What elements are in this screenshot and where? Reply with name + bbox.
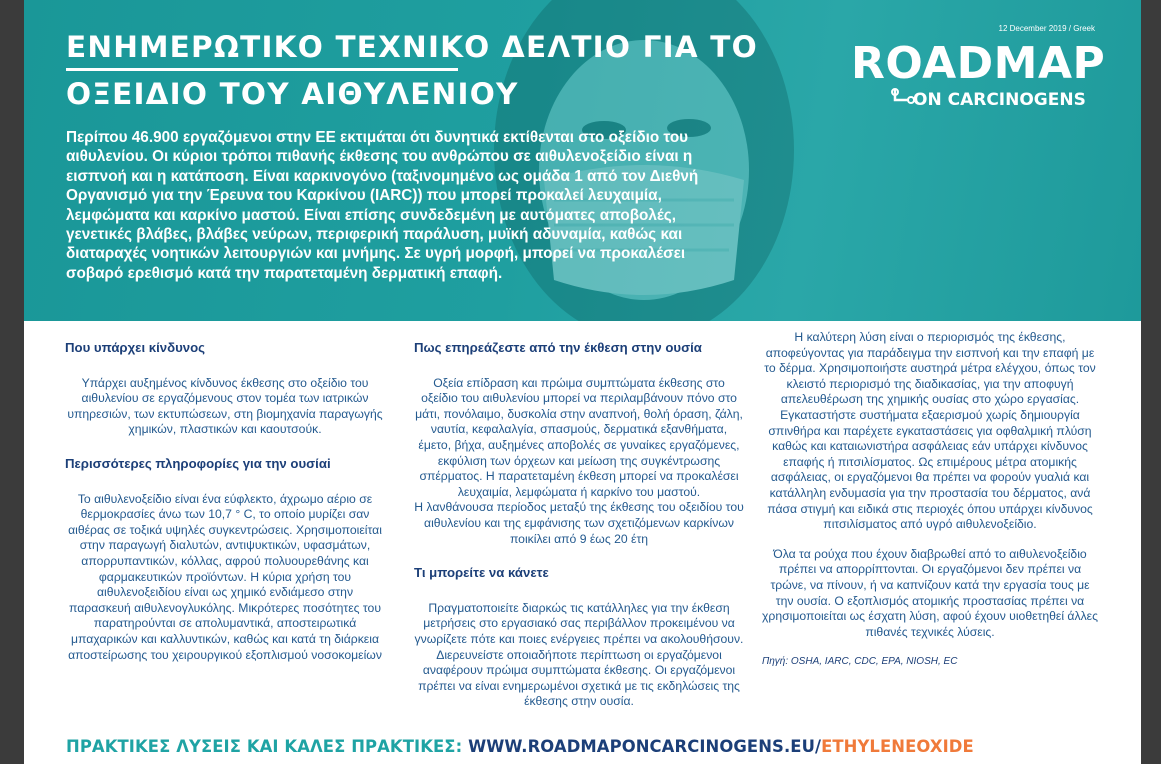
paragraph-where-risk: Υπάρχει αυξημένος κίνδυνος έκθεσης στο οξείδιο του αιθυλενίου σε εργαζόμενους στον τομέα των ιατρικών υπηρεσιών, των εκτυπώσεων, στη βιομηχανία παραγωγής χημικών, πλαστικών και καουτσούκ. xyxy=(67,375,383,437)
heading-where-risk: Που υπάρχει κίνδυνος xyxy=(65,340,206,355)
column-1 xyxy=(65,340,385,663)
footer-link-line xyxy=(66,737,974,756)
title-underline xyxy=(66,68,458,71)
paragraph-what-to-do: Πραγματοποιείτε διαρκώς τις κατάλληλες για την έκθεση μετρήσεις στο εργασιακό σας περιβάλλον προκειμένου να γνωρίζετε πότε και ποιες ενέργειες πρέπει να ακολουθήσουν. Διερευνείστε οποιαδήποτε περίπτωση οι εργαζόμενοι αναφέρουν πρώιμα συμπτώματα έκθεσης. Οι εργαζόμενοι πρέπει να είναι ενημερωμένοι σχετικά με τις εκδηλώσεις της έκθεσης στην ουσία. xyxy=(414,600,744,709)
intro-paragraph: Περίπου 46.900 εργαζόμενοι στην ΕΕ εκτιμάται ότι δυνητικά εκτίθενται στο οξείδιο του αιθυλενίου. Οι κύριοι τρόποι πιθανής έκθεσης του ανθρώπου σε αιθυλενοξείδιο είναι η εισπνοή και η κατάποση. Είναι καρκινογόνο (ταξινομημένο ως ομάδα 1 από τον Διεθνή Οργανισμό για την Έρευνα του Καρκίνου (IARC)) που μπορεί προκαλεί λευχαιμία, λεμφώματα και καρκίνο μαστού. Είναι επίσης συνδεδεμένη με αυτόματες αποβολές, γενετικές βλάβες, βλάβες νεύρων, περιφερική παράλυση, μυϊκή αδυναμία, καθώς και διαταραχές νοητικών λειτουργιών και μνήμης. Σε υγρή μορφή, μπορεί να προκαλέσει σοβαρό ερεθισμό κατά την παρατεταμένη δερματική επαφή. xyxy=(66,129,699,282)
footer-url-slug-link[interactable]: ETHYLENEOXIDE xyxy=(821,737,974,756)
footer-url-link[interactable]: WWW.ROADMAPONCARCINOGENS.EU/ xyxy=(468,737,822,756)
heading-how-affected: Πως επηρεάζεστε από την έκθεση στην ουσία xyxy=(414,340,702,355)
paragraph-best-solution: Η καλύτερη λύση είναι ο περιορισμός της έκθεσης, αποφεύγοντας για παράδειγμα την εισπνοή και την επαφή με το δέρμα. Χρησιμοποιήστε αυστηρά μέτρα ελέγχου, όπως τον κλειστό περιορισμό της διαδικασίας, για την αποφυγή απελευθέρωση της χημικής ουσίας στο χώρο εργασίας. Εγκαταστήστε συστήματα εξαερισμού χωρίς δημιουργία σπινθήρα και παρέχετε εγκαταστάσεις για οφθαλμική πλύση καθώς και καταιωνιστήρα ασφάλειας εάν υπάρχει κίνδυνος επαφής ή πιτσιλίσματος. Ως επιμέρους μέτρα ατομικής ασφάλειας, οι εργαζόμενοι θα πρέπει να φορούν γυαλιά και κατάλληλη ενδυμασία για την προστασία του δέρματος, ανά πάσα στιγμή και ειδικά στις περιοχές όπου υπάρχει κίνδυνος πιτσιλίσματος από υγρό αιθυλενοξείδιο. xyxy=(764,330,1096,532)
column-3 xyxy=(762,330,1098,670)
page-title-line-1: ΕΝΗΜΕΡΩΤΙΚΟ ΤΕΧΝΙΚΟ ΔΕΛΤΙΟ ΓΙΑ ΤΟ xyxy=(66,30,758,64)
logo-sub-text: ON CARCINOGENS xyxy=(913,90,1086,110)
date-language-label: 12 December 2019 / Greek xyxy=(998,24,1095,33)
paragraph-clothing: Όλα τα ρούχα που έχουν διαβρωθεί από το αιθυλενοξείδιο πρέπει να απορρίπτονται. Οι εργαζόμενοι δεν πρέπει να τρώνε, να πίνουν, ή να καπνίζουν κατά την εργασία τους με την ουσία. Ο εξοπλισμός ατομικής προστασίας πρέπει να χρησιμοποιείται ως έσχατη λύση, αφού έχουν υιοθετηθεί άλλες πιθανές τεχνικές λύσεις. xyxy=(762,546,1098,639)
paragraph-how-affected: Οξεία επίδραση και πρώιμα συμπτώματα έκθεσης στο οξείδιο του αιθυλενίου μπορεί να περιλαμβάνουν πόνο στο μάτι, πονόλαιμο, δυσκολία στην αναπνοή, θολή όραση, ζάλη, ναυτία, κεφαλαλγία, σπασμούς, δερματικά εξανθήματα, έμετο, βήχα, αυξημένες αποβολές σε γυναίκες εργαζόμενες, εκφύλιση των όρχεων και μείωση της συγκέντρωσης σπέρματος. Η παρατεταμένη έκθεση μπορεί να προκαλέσει λευχαιμία, λεμφώματα ή καρκίνο του μαστού. xyxy=(415,375,743,499)
source-note: Πηγή: OSHA, IARC, CDC, EPA, NIOSH, EC xyxy=(762,656,958,668)
footer-prefix: ΠΡΑΚΤΙΚΕΣ ΛΥΣΕΙΣ ΚΑΙ ΚΑΛΕΣ ΠΡΑΚΤΙΚΕΣ: xyxy=(66,737,469,756)
column-2 xyxy=(414,340,744,710)
page-title-line-2: ΟΞΕΙΔΙΟ ΤΟΥ ΑΙΘΥΛΕΝΙΟΥ xyxy=(66,77,519,111)
heading-more-info: Περισσότερες πληροφορίες για την ουσίαi xyxy=(65,455,331,471)
heading-what-to-do: Τι μπορείτε να κάνετε xyxy=(414,565,549,581)
paragraph-more-info: Το αιθυλενοξείδιο είναι ένα εύφλεκτο, άχρωμο αέριο σε θερμοκρασίες άνω των 10,7 ° C, το οποίο μυρίζει σαν αιθέρας σε τοξικά υψηλές συγκεντρώσεις. Χρησιμοποιείται στην παραγωγή διαλυτών, αντιψυκτικών, υφασμάτων, απορρυπαντικών, κόλλας, αφρού πολυουρεθάνης και φαρμακευτικών προϊόντων. Η κύρια χρήση του αιθυλενοξειδίου είναι ως χημικό ενδιάμεσο στην παρασκευή αιθυλενογλυκόλης. Μικρότερες ποσότητες του παρατηρούνται σε απολυμαντικά, αποστειρωτικά μπαχαρικών και καλλυντικών, καθώς και κατά τη διάρκεια αποστείρωσης του χειρουργικού εξοπλισμού νοσοκομείων xyxy=(68,491,382,662)
roadmap-logo xyxy=(851,38,1111,118)
header-banner xyxy=(24,0,1141,321)
document-page xyxy=(24,0,1141,764)
logo-main-text: ROADMAP xyxy=(851,38,1106,89)
paragraph-latency: Η λανθάνουσα περίοδος μεταξύ της έκθεσης του οξειδίου του αιθυλενίου και της εμφάνισης των σχετιζόμενων καρκίνων ποικίλει από 9 έως 20 έτη xyxy=(414,500,744,546)
